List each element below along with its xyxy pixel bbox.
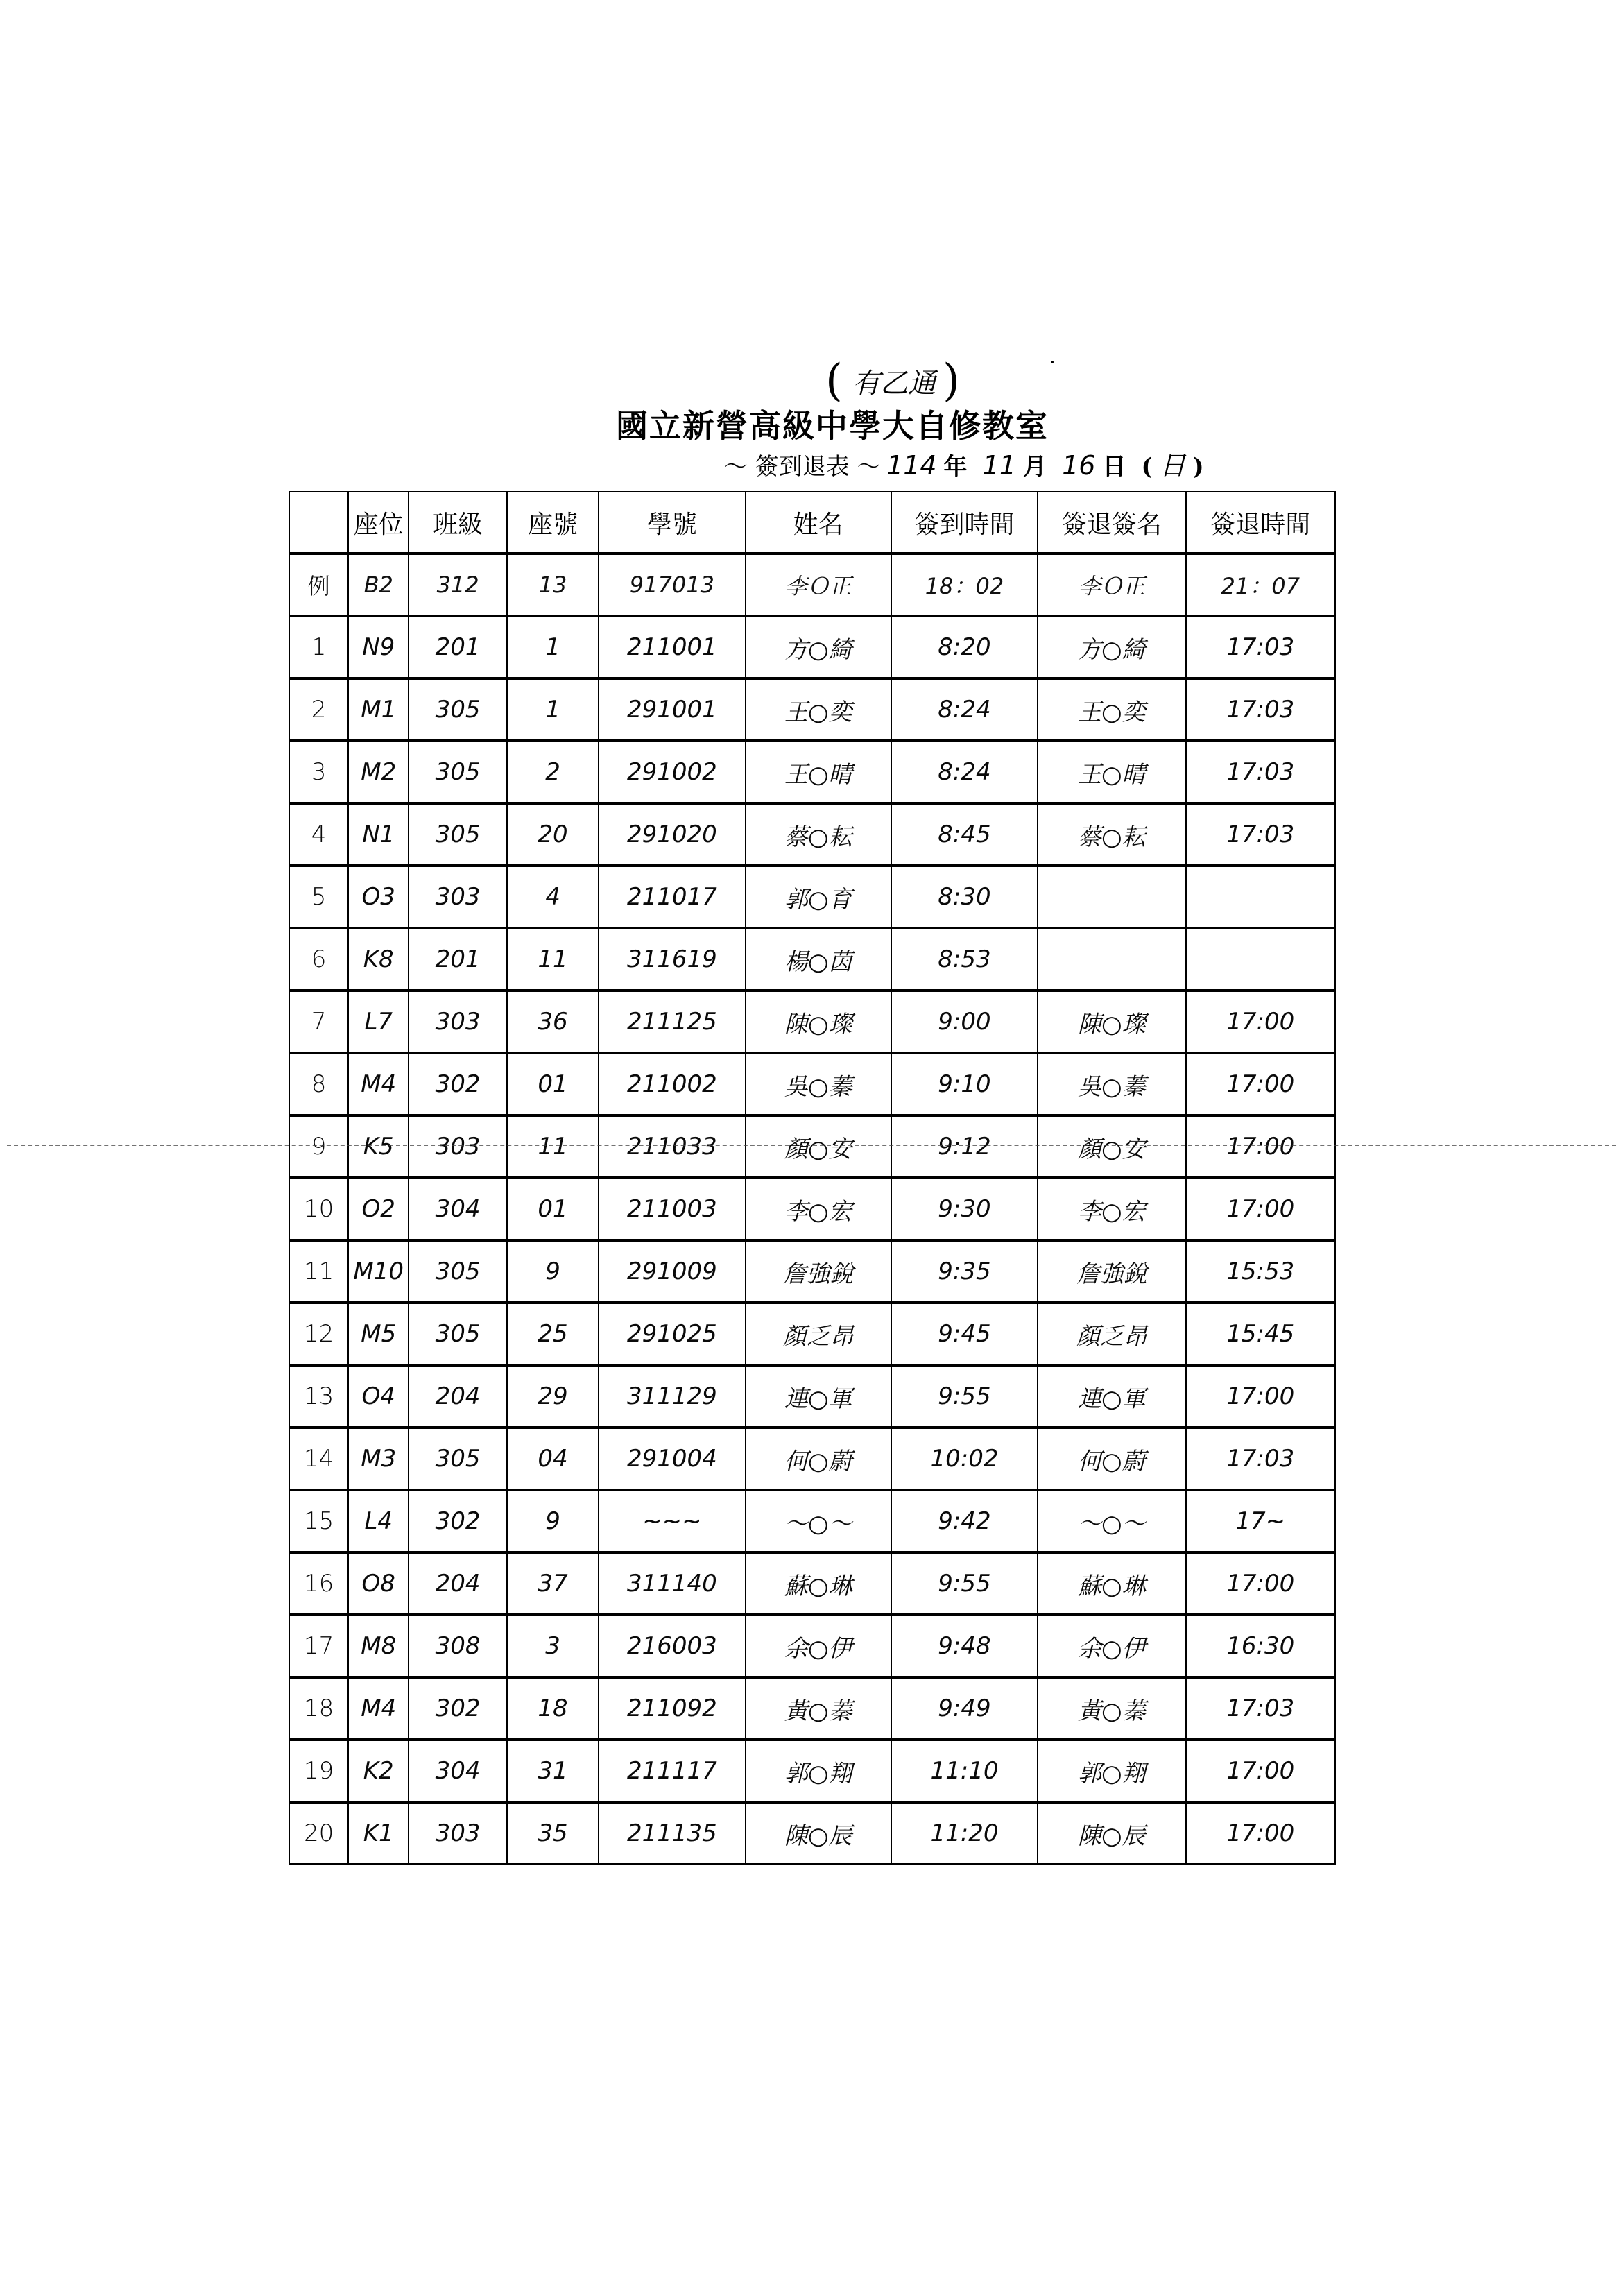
cell-number: 13 xyxy=(507,554,599,616)
cell-name: 余○伊 xyxy=(746,1615,891,1677)
sign-in-out-table xyxy=(289,491,1336,1865)
cell-class: 312 xyxy=(409,554,507,616)
table-row xyxy=(289,1490,1335,1552)
table-row xyxy=(289,1552,1335,1615)
cell-class: 305 xyxy=(409,741,507,803)
cell-seat: N9 xyxy=(348,616,409,678)
table-row xyxy=(289,616,1335,678)
cell-student-id: 311129 xyxy=(599,1365,745,1428)
cell-check-in: 9:48 xyxy=(891,1615,1038,1677)
table-row xyxy=(289,1303,1335,1365)
cell-class: 305 xyxy=(409,1428,507,1490)
cell-checkout-signature: 李Ｏ正 xyxy=(1038,554,1185,616)
cell-check-out: 15:45 xyxy=(1186,1303,1335,1365)
cell-checkout-signature: 顏乏昂 xyxy=(1038,1303,1185,1365)
cell-index: 12 xyxy=(289,1303,348,1365)
cell-name: 王○晴 xyxy=(746,741,891,803)
cell-check-out: 17:03 xyxy=(1186,1677,1335,1740)
cell-seat: O4 xyxy=(348,1365,409,1428)
cell-seat: M10 xyxy=(348,1240,409,1303)
note-text: 有乙通 xyxy=(852,368,936,400)
cell-check-out: 17:00 xyxy=(1186,1115,1335,1178)
note-paren-close: ) xyxy=(942,355,960,406)
cell-name: 詹強銳 xyxy=(746,1240,891,1303)
cell-check-out: 17:00 xyxy=(1186,1802,1335,1864)
page-title: 國立新營高級中學大自修教室 xyxy=(616,407,1049,445)
cell-number: 11 xyxy=(507,928,599,991)
cell-class: 303 xyxy=(409,866,507,928)
cell-name: 李○宏 xyxy=(746,1178,891,1240)
cell-number: 29 xyxy=(507,1365,599,1428)
cell-class: 305 xyxy=(409,803,507,866)
cell-name: 方○綺 xyxy=(746,616,891,678)
cell-name: 陳○辰 xyxy=(746,1802,891,1864)
cell-check-out: 17:00 xyxy=(1186,1053,1335,1115)
cell-check-in: 9:42 xyxy=(891,1490,1038,1552)
cell-number: 2 xyxy=(507,741,599,803)
cell-student-id: 291002 xyxy=(599,741,745,803)
cell-student-id: 291001 xyxy=(599,678,745,741)
cell-check-in: 11:20 xyxy=(891,1802,1038,1864)
date-weekday: 日 xyxy=(1159,450,1186,481)
cell-student-id: 311140 xyxy=(599,1552,745,1615)
cell-check-in: 8:24 xyxy=(891,678,1038,741)
date-month: 11 xyxy=(982,450,1016,481)
cell-index: 例 xyxy=(289,554,348,616)
cell-check-out: 17:00 xyxy=(1186,1740,1335,1802)
cell-seat: M4 xyxy=(348,1677,409,1740)
cell-student-id: 211017 xyxy=(599,866,745,928)
date-year-unit: 年 xyxy=(943,453,968,481)
date-year: 114 xyxy=(886,450,937,481)
col-header-number: 座號 xyxy=(507,492,599,554)
cell-number: 36 xyxy=(507,991,599,1053)
cell-seat: O2 xyxy=(348,1178,409,1240)
cell-seat: K5 xyxy=(348,1115,409,1178)
table-row xyxy=(289,1178,1335,1240)
cell-check-out: 17~ xyxy=(1186,1490,1335,1552)
cell-seat: M2 xyxy=(348,741,409,803)
cell-class: 305 xyxy=(409,1240,507,1303)
cell-index: 6 xyxy=(289,928,348,991)
cell-check-in: 8:30 xyxy=(891,866,1038,928)
cell-name: 連○軍 xyxy=(746,1365,891,1428)
cell-name: 蔡○耘 xyxy=(746,803,891,866)
table-row xyxy=(289,741,1335,803)
col-header-check-out: 簽退時間 xyxy=(1186,492,1335,554)
cell-number: 9 xyxy=(507,1240,599,1303)
cell-class: 303 xyxy=(409,991,507,1053)
cell-check-out: 21：07 xyxy=(1186,554,1335,616)
cell-check-in: 9:10 xyxy=(891,1053,1038,1115)
date-month-unit: 月 xyxy=(1022,453,1047,481)
cell-check-in: 8:24 xyxy=(891,741,1038,803)
cell-checkout-signature xyxy=(1038,928,1185,991)
cell-name: 吳○蓁 xyxy=(746,1053,891,1115)
cell-check-in: 9:00 xyxy=(891,991,1038,1053)
table-row xyxy=(289,928,1335,991)
table-row xyxy=(289,1053,1335,1115)
cell-seat: M3 xyxy=(348,1428,409,1490)
cell-student-id: 211003 xyxy=(599,1178,745,1240)
cell-student-id: 211117 xyxy=(599,1740,745,1802)
cell-checkout-signature: 黃○蓁 xyxy=(1038,1677,1185,1740)
table-row xyxy=(289,1740,1335,1802)
cell-checkout-signature: 李○宏 xyxy=(1038,1178,1185,1240)
cell-class: 302 xyxy=(409,1490,507,1552)
cell-seat: K8 xyxy=(348,928,409,991)
cell-checkout-signature: 何○蔚 xyxy=(1038,1428,1185,1490)
cell-student-id: 211002 xyxy=(599,1053,745,1115)
cell-check-in: 9:30 xyxy=(891,1178,1038,1240)
cell-class: 303 xyxy=(409,1115,507,1178)
cell-class: 201 xyxy=(409,928,507,991)
table-row xyxy=(289,866,1335,928)
cell-number: 04 xyxy=(507,1428,599,1490)
cell-checkout-signature: 連○軍 xyxy=(1038,1365,1185,1428)
cell-seat: O8 xyxy=(348,1552,409,1615)
cell-index: 20 xyxy=(289,1802,348,1864)
cell-number: 1 xyxy=(507,678,599,741)
cell-checkout-signature: ～○～ xyxy=(1038,1490,1185,1552)
cell-check-out: 17:00 xyxy=(1186,1552,1335,1615)
cell-name: 顏乏昂 xyxy=(746,1303,891,1365)
cell-check-in: 9:35 xyxy=(891,1240,1038,1303)
cell-seat: M5 xyxy=(348,1303,409,1365)
table-row xyxy=(289,803,1335,866)
cell-student-id: 211135 xyxy=(599,1802,745,1864)
cell-check-in: 8:45 xyxy=(891,803,1038,866)
cell-check-in: 9:49 xyxy=(891,1677,1038,1740)
cell-check-out xyxy=(1186,928,1335,991)
cell-class: 303 xyxy=(409,1802,507,1864)
cell-seat: K1 xyxy=(348,1802,409,1864)
cell-name: 李Ｏ正 xyxy=(746,554,891,616)
cell-student-id: 216003 xyxy=(599,1615,745,1677)
cell-class: 304 xyxy=(409,1178,507,1240)
cell-seat: M4 xyxy=(348,1053,409,1115)
ink-dot xyxy=(1051,361,1054,363)
date-day-unit: 日 xyxy=(1102,453,1126,481)
cell-student-id: 291004 xyxy=(599,1428,745,1490)
weekday-paren-close: ) xyxy=(1192,453,1204,481)
cell-checkout-signature: 陳○辰 xyxy=(1038,1802,1185,1864)
cell-number: 31 xyxy=(507,1740,599,1802)
cell-index: 15 xyxy=(289,1490,348,1552)
cell-class: 305 xyxy=(409,678,507,741)
cell-check-in: 18：02 xyxy=(891,554,1038,616)
cell-check-in: 10:02 xyxy=(891,1428,1038,1490)
col-header-seat: 座位 xyxy=(348,492,409,554)
table-row xyxy=(289,678,1335,741)
table-row xyxy=(289,1365,1335,1428)
cell-index: 18 xyxy=(289,1677,348,1740)
table-row xyxy=(289,1428,1335,1490)
cell-class: 302 xyxy=(409,1677,507,1740)
cell-name: 郭○育 xyxy=(746,866,891,928)
cell-name: 蘇○琳 xyxy=(746,1552,891,1615)
cell-seat: M8 xyxy=(348,1615,409,1677)
cell-check-in: 8:53 xyxy=(891,928,1038,991)
cell-checkout-signature: 吳○蓁 xyxy=(1038,1053,1185,1115)
fold-line xyxy=(7,1145,1616,1146)
cell-index: 7 xyxy=(289,991,348,1053)
cell-class: 308 xyxy=(409,1615,507,1677)
cell-student-id: 211001 xyxy=(599,616,745,678)
cell-check-out: 17:03 xyxy=(1186,616,1335,678)
cell-name: 楊○茵 xyxy=(746,928,891,991)
cell-number: 11 xyxy=(507,1115,599,1178)
cell-check-out: 17:03 xyxy=(1186,678,1335,741)
weekday-paren-open: ( xyxy=(1141,453,1153,481)
cell-seat: L4 xyxy=(348,1490,409,1552)
cell-name: ～○～ xyxy=(746,1490,891,1552)
date-day: 16 xyxy=(1062,450,1096,481)
table-row xyxy=(289,991,1335,1053)
cell-class: 204 xyxy=(409,1552,507,1615)
cell-seat: B2 xyxy=(348,554,409,616)
cell-student-id: 917013 xyxy=(599,554,745,616)
cell-student-id: 291009 xyxy=(599,1240,745,1303)
cell-check-in: 9:45 xyxy=(891,1303,1038,1365)
example-row xyxy=(289,554,1335,616)
col-header-student-id: 學號 xyxy=(599,492,745,554)
cell-check-out: 17:00 xyxy=(1186,1178,1335,1240)
cell-checkout-signature: 郭○翔 xyxy=(1038,1740,1185,1802)
cell-checkout-signature: 王○晴 xyxy=(1038,741,1185,803)
cell-class: 304 xyxy=(409,1740,507,1802)
cell-checkout-signature: 余○伊 xyxy=(1038,1615,1185,1677)
cell-number: 25 xyxy=(507,1303,599,1365)
cell-student-id: ~~~ xyxy=(599,1490,745,1552)
cell-class: 201 xyxy=(409,616,507,678)
cell-seat: M1 xyxy=(348,678,409,741)
cell-check-out: 15:53 xyxy=(1186,1240,1335,1303)
cell-index: 10 xyxy=(289,1178,348,1240)
cell-seat: L7 xyxy=(348,991,409,1053)
cell-check-in: 8:20 xyxy=(891,616,1038,678)
cell-check-in: 11:10 xyxy=(891,1740,1038,1802)
cell-name: 郭○翔 xyxy=(746,1740,891,1802)
table-row xyxy=(289,1802,1335,1864)
cell-index: 16 xyxy=(289,1552,348,1615)
cell-check-out: 16:30 xyxy=(1186,1615,1335,1677)
table-row xyxy=(289,1115,1335,1178)
cell-index: 8 xyxy=(289,1053,348,1115)
cell-student-id: 291025 xyxy=(599,1303,745,1365)
cell-number: 3 xyxy=(507,1615,599,1677)
cell-number: 01 xyxy=(507,1178,599,1240)
cell-checkout-signature: 詹強銳 xyxy=(1038,1240,1185,1303)
cell-checkout-signature: 陳○璨 xyxy=(1038,991,1185,1053)
cell-class: 305 xyxy=(409,1303,507,1365)
cell-name: 黃○蓁 xyxy=(746,1677,891,1740)
cell-student-id: 311619 xyxy=(599,928,745,991)
cell-student-id: 211033 xyxy=(599,1115,745,1178)
col-header-checkout-signature: 簽退簽名 xyxy=(1038,492,1185,554)
handwritten-note xyxy=(825,352,960,404)
cell-index: 17 xyxy=(289,1615,348,1677)
cell-number: 35 xyxy=(507,1802,599,1864)
cell-checkout-signature: 蔡○耘 xyxy=(1038,803,1185,866)
table-row xyxy=(289,1677,1335,1740)
table-row xyxy=(289,1240,1335,1303)
cell-check-out xyxy=(1186,866,1335,928)
cell-student-id: 291020 xyxy=(599,803,745,866)
cell-checkout-signature: 王○奕 xyxy=(1038,678,1185,741)
cell-number: 20 xyxy=(507,803,599,866)
col-header-index xyxy=(289,492,348,554)
cell-index: 4 xyxy=(289,803,348,866)
cell-student-id: 211125 xyxy=(599,991,745,1053)
table-row xyxy=(289,1615,1335,1677)
cell-check-out: 17:03 xyxy=(1186,803,1335,866)
cell-number: 37 xyxy=(507,1552,599,1615)
cell-checkout-signature: 方○綺 xyxy=(1038,616,1185,678)
cell-check-in: 9:55 xyxy=(891,1552,1038,1615)
cell-name: 陳○璨 xyxy=(746,991,891,1053)
cell-index: 19 xyxy=(289,1740,348,1802)
table-header-row xyxy=(289,492,1335,554)
cell-index: 5 xyxy=(289,866,348,928)
cell-index: 9 xyxy=(289,1115,348,1178)
cell-check-out: 17:00 xyxy=(1186,1365,1335,1428)
cell-index: 2 xyxy=(289,678,348,741)
cell-check-in: 9:55 xyxy=(891,1365,1038,1428)
col-header-class: 班級 xyxy=(409,492,507,554)
cell-name: 顏○安 xyxy=(746,1115,891,1178)
date-line xyxy=(886,444,1211,482)
cell-seat: N1 xyxy=(348,803,409,866)
cell-number: 4 xyxy=(507,866,599,928)
cell-check-out: 17:03 xyxy=(1186,1428,1335,1490)
cell-index: 1 xyxy=(289,616,348,678)
col-header-name: 姓名 xyxy=(746,492,891,554)
cell-class: 302 xyxy=(409,1053,507,1115)
cell-number: 9 xyxy=(507,1490,599,1552)
cell-index: 13 xyxy=(289,1365,348,1428)
cell-name: 王○奕 xyxy=(746,678,891,741)
cell-name: 何○蔚 xyxy=(746,1428,891,1490)
cell-number: 18 xyxy=(507,1677,599,1740)
cell-number: 01 xyxy=(507,1053,599,1115)
cell-checkout-signature: 顏○安 xyxy=(1038,1115,1185,1178)
cell-check-out: 17:03 xyxy=(1186,741,1335,803)
form-subtitle: ～ 簽到退表 ～ xyxy=(724,453,881,481)
cell-index: 3 xyxy=(289,741,348,803)
cell-checkout-signature xyxy=(1038,866,1185,928)
cell-seat: O3 xyxy=(348,866,409,928)
cell-class: 204 xyxy=(409,1365,507,1428)
cell-student-id: 211092 xyxy=(599,1677,745,1740)
cell-index: 11 xyxy=(289,1240,348,1303)
cell-number: 1 xyxy=(507,616,599,678)
cell-check-out: 17:00 xyxy=(1186,991,1335,1053)
note-paren-open: ( xyxy=(825,355,843,406)
col-header-check-in: 簽到時間 xyxy=(891,492,1038,554)
cell-seat: K2 xyxy=(348,1740,409,1802)
cell-check-in: 9:12 xyxy=(891,1115,1038,1178)
cell-index: 14 xyxy=(289,1428,348,1490)
cell-checkout-signature: 蘇○琳 xyxy=(1038,1552,1185,1615)
